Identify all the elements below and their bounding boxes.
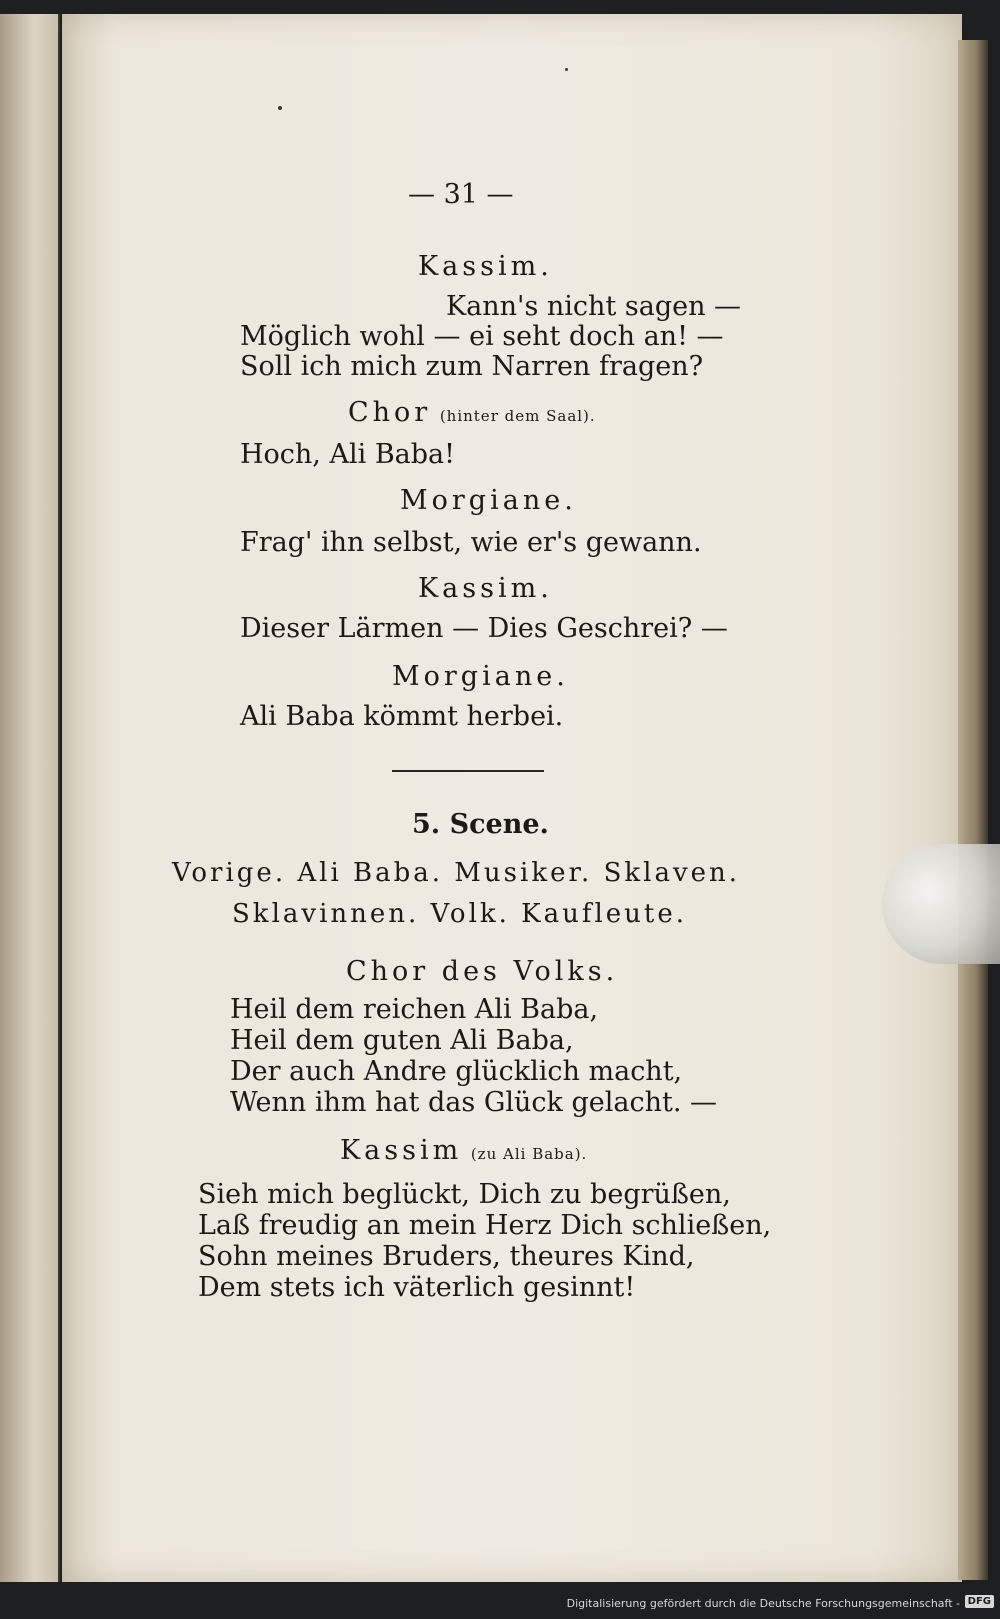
scene-cast: Vorige. Ali Baba. Musiker. Sklaven. bbox=[172, 858, 741, 888]
verse-line: Ali Baba kömmt herbei. bbox=[240, 701, 564, 732]
page-stack-edge bbox=[958, 40, 988, 1580]
verse-line: Dem stets ich väterlich gesinnt! bbox=[198, 1272, 636, 1303]
book-page bbox=[62, 14, 962, 1582]
verse-line: Kann's nicht sagen — bbox=[446, 291, 742, 322]
verse-line: Dieser Lärmen — Dies Geschrei? — bbox=[240, 613, 728, 644]
footer-bar bbox=[0, 1590, 1000, 1619]
verse-line: Möglich wohl — ei seht doch an! — bbox=[240, 321, 724, 352]
verse-line: Frag' ihn selbst, wie er's gewann. bbox=[240, 527, 702, 558]
stage-direction: (hinter dem Saal). bbox=[439, 407, 596, 425]
page-clip bbox=[882, 844, 1000, 964]
scene-cast: Sklavinnen. Volk. Kaufleute. bbox=[232, 899, 688, 929]
verse-line: Heil dem reichen Ali Baba, bbox=[230, 994, 599, 1025]
page-number: — 31 — bbox=[408, 179, 514, 210]
speaker-kassim: Kassim. bbox=[418, 573, 553, 604]
verse-line: Sohn meines Bruders, theures Kind, bbox=[198, 1241, 695, 1272]
dfg-logo-icon: DFG bbox=[965, 1595, 994, 1608]
speaker-morgiane: Morgiane. bbox=[392, 661, 569, 692]
scene-title: 5. Scene. bbox=[412, 809, 549, 840]
verse-line: Hoch, Ali Baba! bbox=[240, 439, 455, 470]
speaker-kassim bbox=[340, 1136, 587, 1169]
speck bbox=[565, 68, 568, 71]
verse-line: Der auch Andre glücklich macht, bbox=[230, 1056, 683, 1087]
speaker-kassim: Kassim. bbox=[418, 251, 553, 282]
verse-line: Wenn ihm hat das Glück gelacht. — bbox=[230, 1087, 718, 1118]
verse-line: Heil dem guten Ali Baba, bbox=[230, 1025, 574, 1056]
verse-line: Laß freudig an mein Herz Dich schließen, bbox=[198, 1210, 772, 1241]
footer-credit: Digitalisierung gefördert durch die Deutsche Forschungsgemeinschaft - bbox=[566, 1597, 960, 1610]
section-divider bbox=[392, 770, 544, 772]
speaker-chor-des-volks: Chor des Volks. bbox=[346, 956, 619, 987]
speaker-chor bbox=[348, 398, 596, 431]
stage-direction: (zu Ali Baba). bbox=[470, 1145, 588, 1163]
verse-line: Sieh mich beglückt, Dich zu begrüßen, bbox=[198, 1179, 731, 1210]
speaker-morgiane: Morgiane. bbox=[400, 485, 577, 516]
speck bbox=[278, 106, 282, 110]
speaker-name: Kassim bbox=[340, 1135, 463, 1166]
speaker-name: Chor bbox=[348, 397, 432, 428]
left-page-edge bbox=[0, 14, 60, 1582]
verse-line: Soll ich mich zum Narren fragen? bbox=[240, 351, 704, 382]
